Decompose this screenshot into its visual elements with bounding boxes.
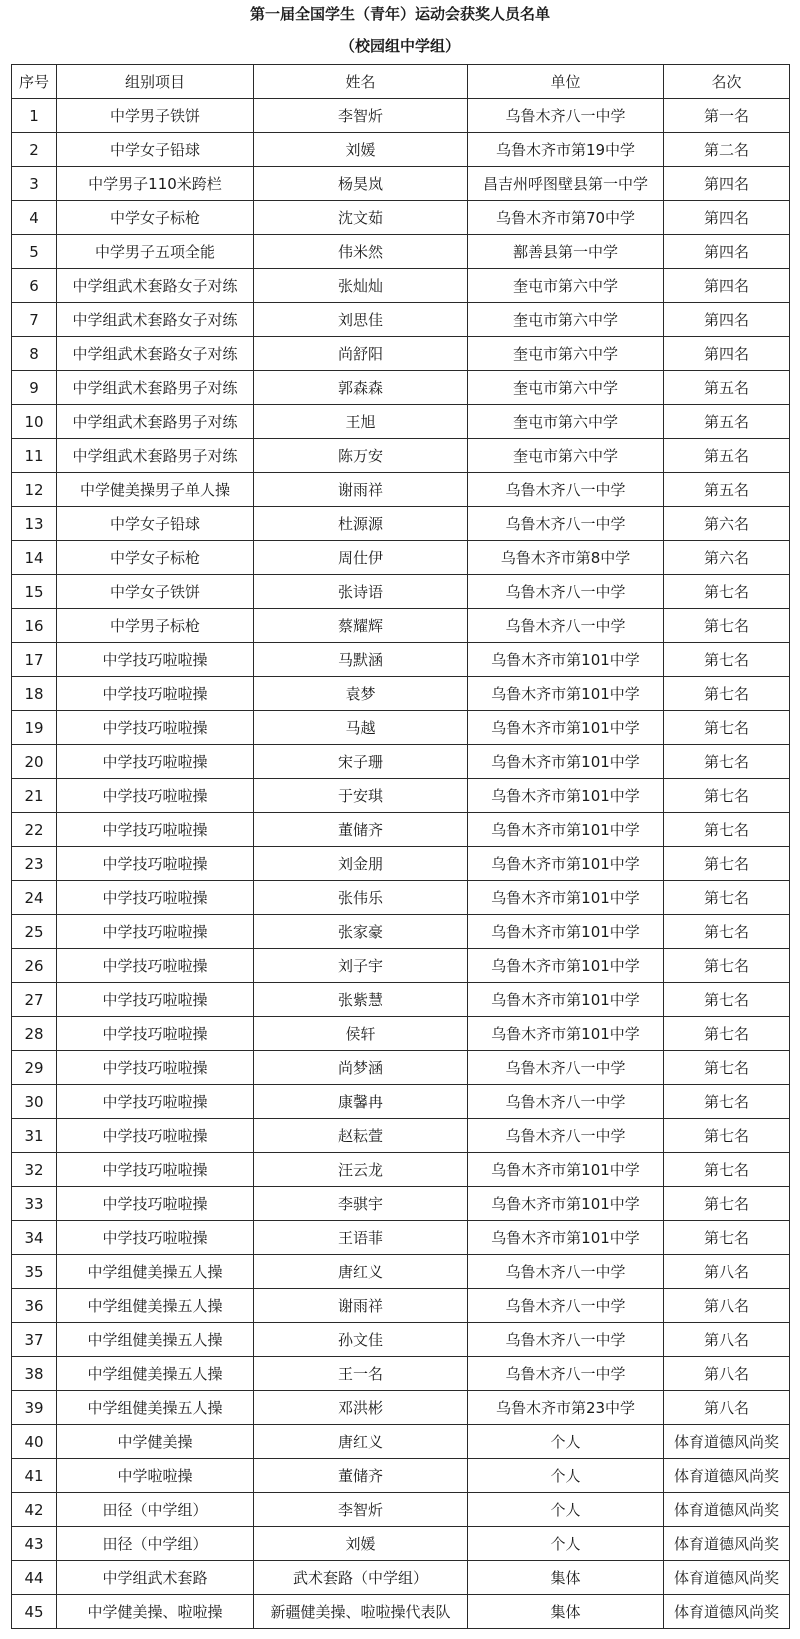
table-row	[12, 1255, 790, 1289]
cell-rank: 第五名	[664, 473, 790, 507]
cell-unit: 乌鲁木齐市第101中学	[468, 711, 664, 745]
document-subtitle: （校园组中学组）	[339, 37, 460, 55]
cell-rank: 第七名	[664, 609, 790, 643]
table-row	[12, 949, 790, 983]
cell-event: 中学技巧啦啦操	[57, 745, 254, 779]
table-row	[12, 1085, 790, 1119]
cell-unit: 乌鲁木齐八一中学	[468, 1357, 664, 1391]
cell-unit: 乌鲁木齐市第101中学	[468, 949, 664, 983]
cell-rank: 第五名	[664, 439, 790, 473]
cell-event: 中学技巧啦啦操	[57, 847, 254, 881]
cell-rank: 第七名	[664, 847, 790, 881]
cell-name: 王旭	[254, 405, 468, 439]
cell-index: 45	[12, 1595, 57, 1629]
cell-name: 杨昊岚	[254, 167, 468, 201]
cell-unit: 集体	[468, 1595, 664, 1629]
cell-unit: 乌鲁木齐市第101中学	[468, 983, 664, 1017]
cell-index: 38	[12, 1357, 57, 1391]
cell-event: 中学技巧啦啦操	[57, 881, 254, 915]
cell-rank: 第四名	[664, 337, 790, 371]
cell-event: 中学技巧啦啦操	[57, 1153, 254, 1187]
cell-rank: 第七名	[664, 1017, 790, 1051]
cell-unit: 奎屯市第六中学	[468, 303, 664, 337]
cell-name: 尚舒阳	[254, 337, 468, 371]
cell-unit: 个人	[468, 1527, 664, 1561]
cell-unit: 昌吉州呼图壁县第一中学	[468, 167, 664, 201]
cell-name: 侯轩	[254, 1017, 468, 1051]
cell-event: 中学组武术套路男子对练	[57, 439, 254, 473]
cell-index: 17	[12, 643, 57, 677]
cell-rank: 第八名	[664, 1357, 790, 1391]
cell-index: 37	[12, 1323, 57, 1357]
cell-unit: 乌鲁木齐市第23中学	[468, 1391, 664, 1425]
cell-event: 中学组武术套路女子对练	[57, 303, 254, 337]
table-row	[12, 881, 790, 915]
document-title: 第一届全国学生（青年）运动会获奖人员名单	[249, 5, 550, 23]
table-row	[12, 337, 790, 371]
cell-rank: 体育道德风尚奖	[664, 1493, 790, 1527]
cell-unit: 乌鲁木齐市第101中学	[468, 1153, 664, 1187]
cell-rank: 第七名	[664, 1085, 790, 1119]
cell-rank: 第五名	[664, 371, 790, 405]
table-row	[12, 133, 790, 167]
cell-name: 宋子珊	[254, 745, 468, 779]
cell-unit: 个人	[468, 1425, 664, 1459]
table-row	[12, 1493, 790, 1527]
cell-index: 43	[12, 1527, 57, 1561]
cell-rank: 第六名	[664, 541, 790, 575]
cell-unit: 乌鲁木齐市第8中学	[468, 541, 664, 575]
cell-index: 21	[12, 779, 57, 813]
cell-index: 22	[12, 813, 57, 847]
awards-table	[11, 64, 790, 1629]
cell-unit: 乌鲁木齐八一中学	[468, 1289, 664, 1323]
cell-name: 谢雨祥	[254, 1289, 468, 1323]
cell-index: 7	[12, 303, 57, 337]
cell-index: 34	[12, 1221, 57, 1255]
cell-index: 8	[12, 337, 57, 371]
cell-index: 27	[12, 983, 57, 1017]
cell-event: 中学技巧啦啦操	[57, 1221, 254, 1255]
cell-unit: 奎屯市第六中学	[468, 269, 664, 303]
cell-event: 中学技巧啦啦操	[57, 677, 254, 711]
cell-event: 田径（中学组）	[57, 1527, 254, 1561]
cell-index: 11	[12, 439, 57, 473]
table-row	[12, 1323, 790, 1357]
cell-event: 中学组武术套路女子对练	[57, 337, 254, 371]
cell-event: 中学健美操、啦啦操	[57, 1595, 254, 1629]
cell-name: 杜源源	[254, 507, 468, 541]
cell-event: 中学组武术套路男子对练	[57, 405, 254, 439]
cell-rank: 第八名	[664, 1255, 790, 1289]
cell-unit: 乌鲁木齐市第101中学	[468, 915, 664, 949]
cell-name: 唐红义	[254, 1425, 468, 1459]
cell-rank: 第七名	[664, 949, 790, 983]
cell-index: 10	[12, 405, 57, 439]
cell-index: 30	[12, 1085, 57, 1119]
cell-index: 16	[12, 609, 57, 643]
cell-index: 6	[12, 269, 57, 303]
cell-event: 中学技巧啦啦操	[57, 1017, 254, 1051]
cell-event: 中学技巧啦啦操	[57, 915, 254, 949]
table-row	[12, 575, 790, 609]
cell-index: 42	[12, 1493, 57, 1527]
cell-name: 于安琪	[254, 779, 468, 813]
cell-rank: 第一名	[664, 99, 790, 133]
cell-event: 田径（中学组）	[57, 1493, 254, 1527]
cell-event: 中学男子五项全能	[57, 235, 254, 269]
cell-name: 张灿灿	[254, 269, 468, 303]
cell-name: 袁梦	[254, 677, 468, 711]
cell-name: 康馨冉	[254, 1085, 468, 1119]
table-row	[12, 1221, 790, 1255]
cell-unit: 奎屯市第六中学	[468, 337, 664, 371]
header-event: 组别项目	[57, 65, 254, 99]
cell-unit: 乌鲁木齐八一中学	[468, 1085, 664, 1119]
cell-name: 李智炘	[254, 1493, 468, 1527]
table-row	[12, 677, 790, 711]
cell-name: 尚梦涵	[254, 1051, 468, 1085]
cell-name: 陈万安	[254, 439, 468, 473]
cell-rank: 第七名	[664, 915, 790, 949]
cell-event: 中学女子铁饼	[57, 575, 254, 609]
cell-rank: 第七名	[664, 813, 790, 847]
cell-name: 张紫慧	[254, 983, 468, 1017]
cell-event: 中学组武术套路	[57, 1561, 254, 1595]
cell-index: 12	[12, 473, 57, 507]
cell-event: 中学组健美操五人操	[57, 1357, 254, 1391]
table-row	[12, 541, 790, 575]
cell-rank: 第七名	[664, 779, 790, 813]
cell-index: 5	[12, 235, 57, 269]
cell-index: 14	[12, 541, 57, 575]
table-row	[12, 1051, 790, 1085]
cell-event: 中学组健美操五人操	[57, 1391, 254, 1425]
cell-name: 张伟乐	[254, 881, 468, 915]
cell-rank: 第七名	[664, 983, 790, 1017]
cell-name: 谢雨祥	[254, 473, 468, 507]
table-row	[12, 235, 790, 269]
table-row	[12, 269, 790, 303]
cell-event: 中学男子标枪	[57, 609, 254, 643]
cell-index: 31	[12, 1119, 57, 1153]
cell-unit: 乌鲁木齐市第101中学	[468, 1221, 664, 1255]
cell-name: 武术套路（中学组）	[254, 1561, 468, 1595]
cell-unit: 乌鲁木齐八一中学	[468, 507, 664, 541]
cell-rank: 第七名	[664, 575, 790, 609]
cell-index: 2	[12, 133, 57, 167]
cell-index: 29	[12, 1051, 57, 1085]
cell-event: 中学技巧啦啦操	[57, 983, 254, 1017]
cell-unit: 鄯善县第一中学	[468, 235, 664, 269]
table-row	[12, 507, 790, 541]
cell-index: 35	[12, 1255, 57, 1289]
cell-rank: 第六名	[664, 507, 790, 541]
cell-index: 13	[12, 507, 57, 541]
cell-unit: 奎屯市第六中学	[468, 439, 664, 473]
cell-index: 26	[12, 949, 57, 983]
table-row	[12, 813, 790, 847]
cell-index: 36	[12, 1289, 57, 1323]
cell-event: 中学技巧啦啦操	[57, 779, 254, 813]
cell-rank: 第四名	[664, 303, 790, 337]
cell-index: 20	[12, 745, 57, 779]
cell-event: 中学男子铁饼	[57, 99, 254, 133]
cell-unit: 乌鲁木齐八一中学	[468, 609, 664, 643]
header-name: 姓名	[254, 65, 468, 99]
cell-rank: 第七名	[664, 1153, 790, 1187]
cell-unit: 奎屯市第六中学	[468, 405, 664, 439]
cell-name: 马越	[254, 711, 468, 745]
cell-unit: 乌鲁木齐市第101中学	[468, 847, 664, 881]
cell-unit: 奎屯市第六中学	[468, 371, 664, 405]
cell-unit: 乌鲁木齐市第101中学	[468, 643, 664, 677]
cell-index: 15	[12, 575, 57, 609]
cell-unit: 乌鲁木齐八一中学	[468, 99, 664, 133]
cell-event: 中学女子铅球	[57, 133, 254, 167]
table-row	[12, 1391, 790, 1425]
cell-rank: 第七名	[664, 1119, 790, 1153]
cell-name: 王语菲	[254, 1221, 468, 1255]
cell-name: 唐红义	[254, 1255, 468, 1289]
cell-unit: 个人	[468, 1493, 664, 1527]
cell-rank: 体育道德风尚奖	[664, 1527, 790, 1561]
table-row	[12, 1425, 790, 1459]
cell-index: 3	[12, 167, 57, 201]
cell-event: 中学技巧啦啦操	[57, 643, 254, 677]
cell-event: 中学技巧啦啦操	[57, 1051, 254, 1085]
table-row	[12, 1357, 790, 1391]
cell-rank: 第五名	[664, 405, 790, 439]
cell-name: 董储齐	[254, 1459, 468, 1493]
cell-unit: 乌鲁木齐市第101中学	[468, 813, 664, 847]
cell-name: 沈文茹	[254, 201, 468, 235]
cell-event: 中学健美操男子单人操	[57, 473, 254, 507]
table-row	[12, 201, 790, 235]
cell-name: 汪云龙	[254, 1153, 468, 1187]
cell-index: 44	[12, 1561, 57, 1595]
cell-rank: 第七名	[664, 745, 790, 779]
cell-unit: 乌鲁木齐市第70中学	[468, 201, 664, 235]
cell-rank: 第七名	[664, 1051, 790, 1085]
table-row	[12, 1017, 790, 1051]
cell-name: 董储齐	[254, 813, 468, 847]
cell-rank: 第八名	[664, 1391, 790, 1425]
table-row	[12, 439, 790, 473]
cell-index: 1	[12, 99, 57, 133]
cell-unit: 乌鲁木齐市第101中学	[468, 677, 664, 711]
cell-rank: 第四名	[664, 167, 790, 201]
cell-event: 中学组健美操五人操	[57, 1289, 254, 1323]
cell-unit: 乌鲁木齐市第101中学	[468, 745, 664, 779]
cell-name: 马默涵	[254, 643, 468, 677]
cell-event: 中学女子标枪	[57, 541, 254, 575]
cell-unit: 乌鲁木齐八一中学	[468, 575, 664, 609]
table-row	[12, 1527, 790, 1561]
table-row	[12, 303, 790, 337]
cell-rank: 第七名	[664, 1187, 790, 1221]
cell-rank: 第四名	[664, 269, 790, 303]
cell-index: 39	[12, 1391, 57, 1425]
cell-unit: 个人	[468, 1459, 664, 1493]
cell-rank: 第八名	[664, 1323, 790, 1357]
cell-rank: 第二名	[664, 133, 790, 167]
table-row	[12, 1119, 790, 1153]
cell-event: 中学技巧啦啦操	[57, 949, 254, 983]
cell-name: 李智炘	[254, 99, 468, 133]
cell-event: 中学男子110米跨栏	[57, 167, 254, 201]
cell-name: 蔡耀辉	[254, 609, 468, 643]
cell-index: 9	[12, 371, 57, 405]
header-unit: 单位	[468, 65, 664, 99]
cell-unit: 乌鲁木齐市第101中学	[468, 779, 664, 813]
cell-event: 中学组健美操五人操	[57, 1323, 254, 1357]
cell-rank: 体育道德风尚奖	[664, 1425, 790, 1459]
table-row	[12, 779, 790, 813]
cell-unit: 乌鲁木齐八一中学	[468, 1323, 664, 1357]
table-row	[12, 1459, 790, 1493]
cell-name: 新疆健美操、啦啦操代表队	[254, 1595, 468, 1629]
cell-index: 4	[12, 201, 57, 235]
cell-event: 中学女子标枪	[57, 201, 254, 235]
cell-unit: 乌鲁木齐市第101中学	[468, 881, 664, 915]
cell-rank: 体育道德风尚奖	[664, 1561, 790, 1595]
cell-event: 中学组健美操五人操	[57, 1255, 254, 1289]
cell-rank: 体育道德风尚奖	[664, 1459, 790, 1493]
cell-index: 24	[12, 881, 57, 915]
cell-unit: 乌鲁木齐八一中学	[468, 1119, 664, 1153]
cell-unit: 乌鲁木齐市第19中学	[468, 133, 664, 167]
cell-name: 张诗语	[254, 575, 468, 609]
table-row	[12, 711, 790, 745]
table-row	[12, 1561, 790, 1595]
table-row	[12, 1595, 790, 1629]
cell-unit: 乌鲁木齐八一中学	[468, 1051, 664, 1085]
cell-index: 18	[12, 677, 57, 711]
cell-event: 中学组武术套路女子对练	[57, 269, 254, 303]
table-row	[12, 643, 790, 677]
header-rank: 名次	[664, 65, 790, 99]
table-body	[12, 99, 790, 1629]
cell-rank: 第七名	[664, 643, 790, 677]
cell-index: 40	[12, 1425, 57, 1459]
cell-name: 赵耘萱	[254, 1119, 468, 1153]
cell-event: 中学技巧啦啦操	[57, 813, 254, 847]
cell-event: 中学组武术套路男子对练	[57, 371, 254, 405]
cell-name: 周仕伊	[254, 541, 468, 575]
cell-rank: 第四名	[664, 235, 790, 269]
cell-name: 刘思佳	[254, 303, 468, 337]
table-row	[12, 1187, 790, 1221]
cell-name: 刘金朋	[254, 847, 468, 881]
table-row	[12, 167, 790, 201]
cell-event: 中学健美操	[57, 1425, 254, 1459]
cell-name: 孙文佳	[254, 1323, 468, 1357]
cell-index: 23	[12, 847, 57, 881]
cell-name: 刘子宇	[254, 949, 468, 983]
cell-event: 中学技巧啦啦操	[57, 1085, 254, 1119]
table-row	[12, 1289, 790, 1323]
cell-rank: 第七名	[664, 677, 790, 711]
cell-event: 中学啦啦操	[57, 1459, 254, 1493]
cell-rank: 第四名	[664, 201, 790, 235]
cell-name: 李骐宇	[254, 1187, 468, 1221]
cell-rank: 第七名	[664, 1221, 790, 1255]
cell-index: 19	[12, 711, 57, 745]
cell-name: 邓洪彬	[254, 1391, 468, 1425]
table-row	[12, 745, 790, 779]
cell-rank: 第七名	[664, 881, 790, 915]
table-row	[12, 915, 790, 949]
cell-event: 中学技巧啦啦操	[57, 1187, 254, 1221]
cell-name: 王一名	[254, 1357, 468, 1391]
table-row	[12, 983, 790, 1017]
cell-name: 郭森森	[254, 371, 468, 405]
cell-unit: 乌鲁木齐市第101中学	[468, 1017, 664, 1051]
table-row	[12, 405, 790, 439]
cell-event: 中学技巧啦啦操	[57, 711, 254, 745]
cell-rank: 第七名	[664, 711, 790, 745]
cell-index: 25	[12, 915, 57, 949]
cell-unit: 乌鲁木齐八一中学	[468, 473, 664, 507]
cell-event: 中学女子铅球	[57, 507, 254, 541]
table-row	[12, 1153, 790, 1187]
cell-rank: 第八名	[664, 1289, 790, 1323]
table-row	[12, 609, 790, 643]
cell-rank: 体育道德风尚奖	[664, 1595, 790, 1629]
cell-index: 28	[12, 1017, 57, 1051]
cell-unit: 乌鲁木齐市第101中学	[468, 1187, 664, 1221]
table-row	[12, 99, 790, 133]
cell-index: 33	[12, 1187, 57, 1221]
table-row	[12, 847, 790, 881]
cell-name: 刘媛	[254, 1527, 468, 1561]
cell-event: 中学技巧啦啦操	[57, 1119, 254, 1153]
table-row	[12, 473, 790, 507]
cell-index: 41	[12, 1459, 57, 1493]
table-row	[12, 371, 790, 405]
cell-name: 伟米然	[254, 235, 468, 269]
cell-name: 刘媛	[254, 133, 468, 167]
cell-unit: 乌鲁木齐八一中学	[468, 1255, 664, 1289]
cell-index: 32	[12, 1153, 57, 1187]
cell-unit: 集体	[468, 1561, 664, 1595]
header-index: 序号	[12, 65, 57, 99]
table-header-row	[12, 65, 790, 99]
cell-name: 张家豪	[254, 915, 468, 949]
